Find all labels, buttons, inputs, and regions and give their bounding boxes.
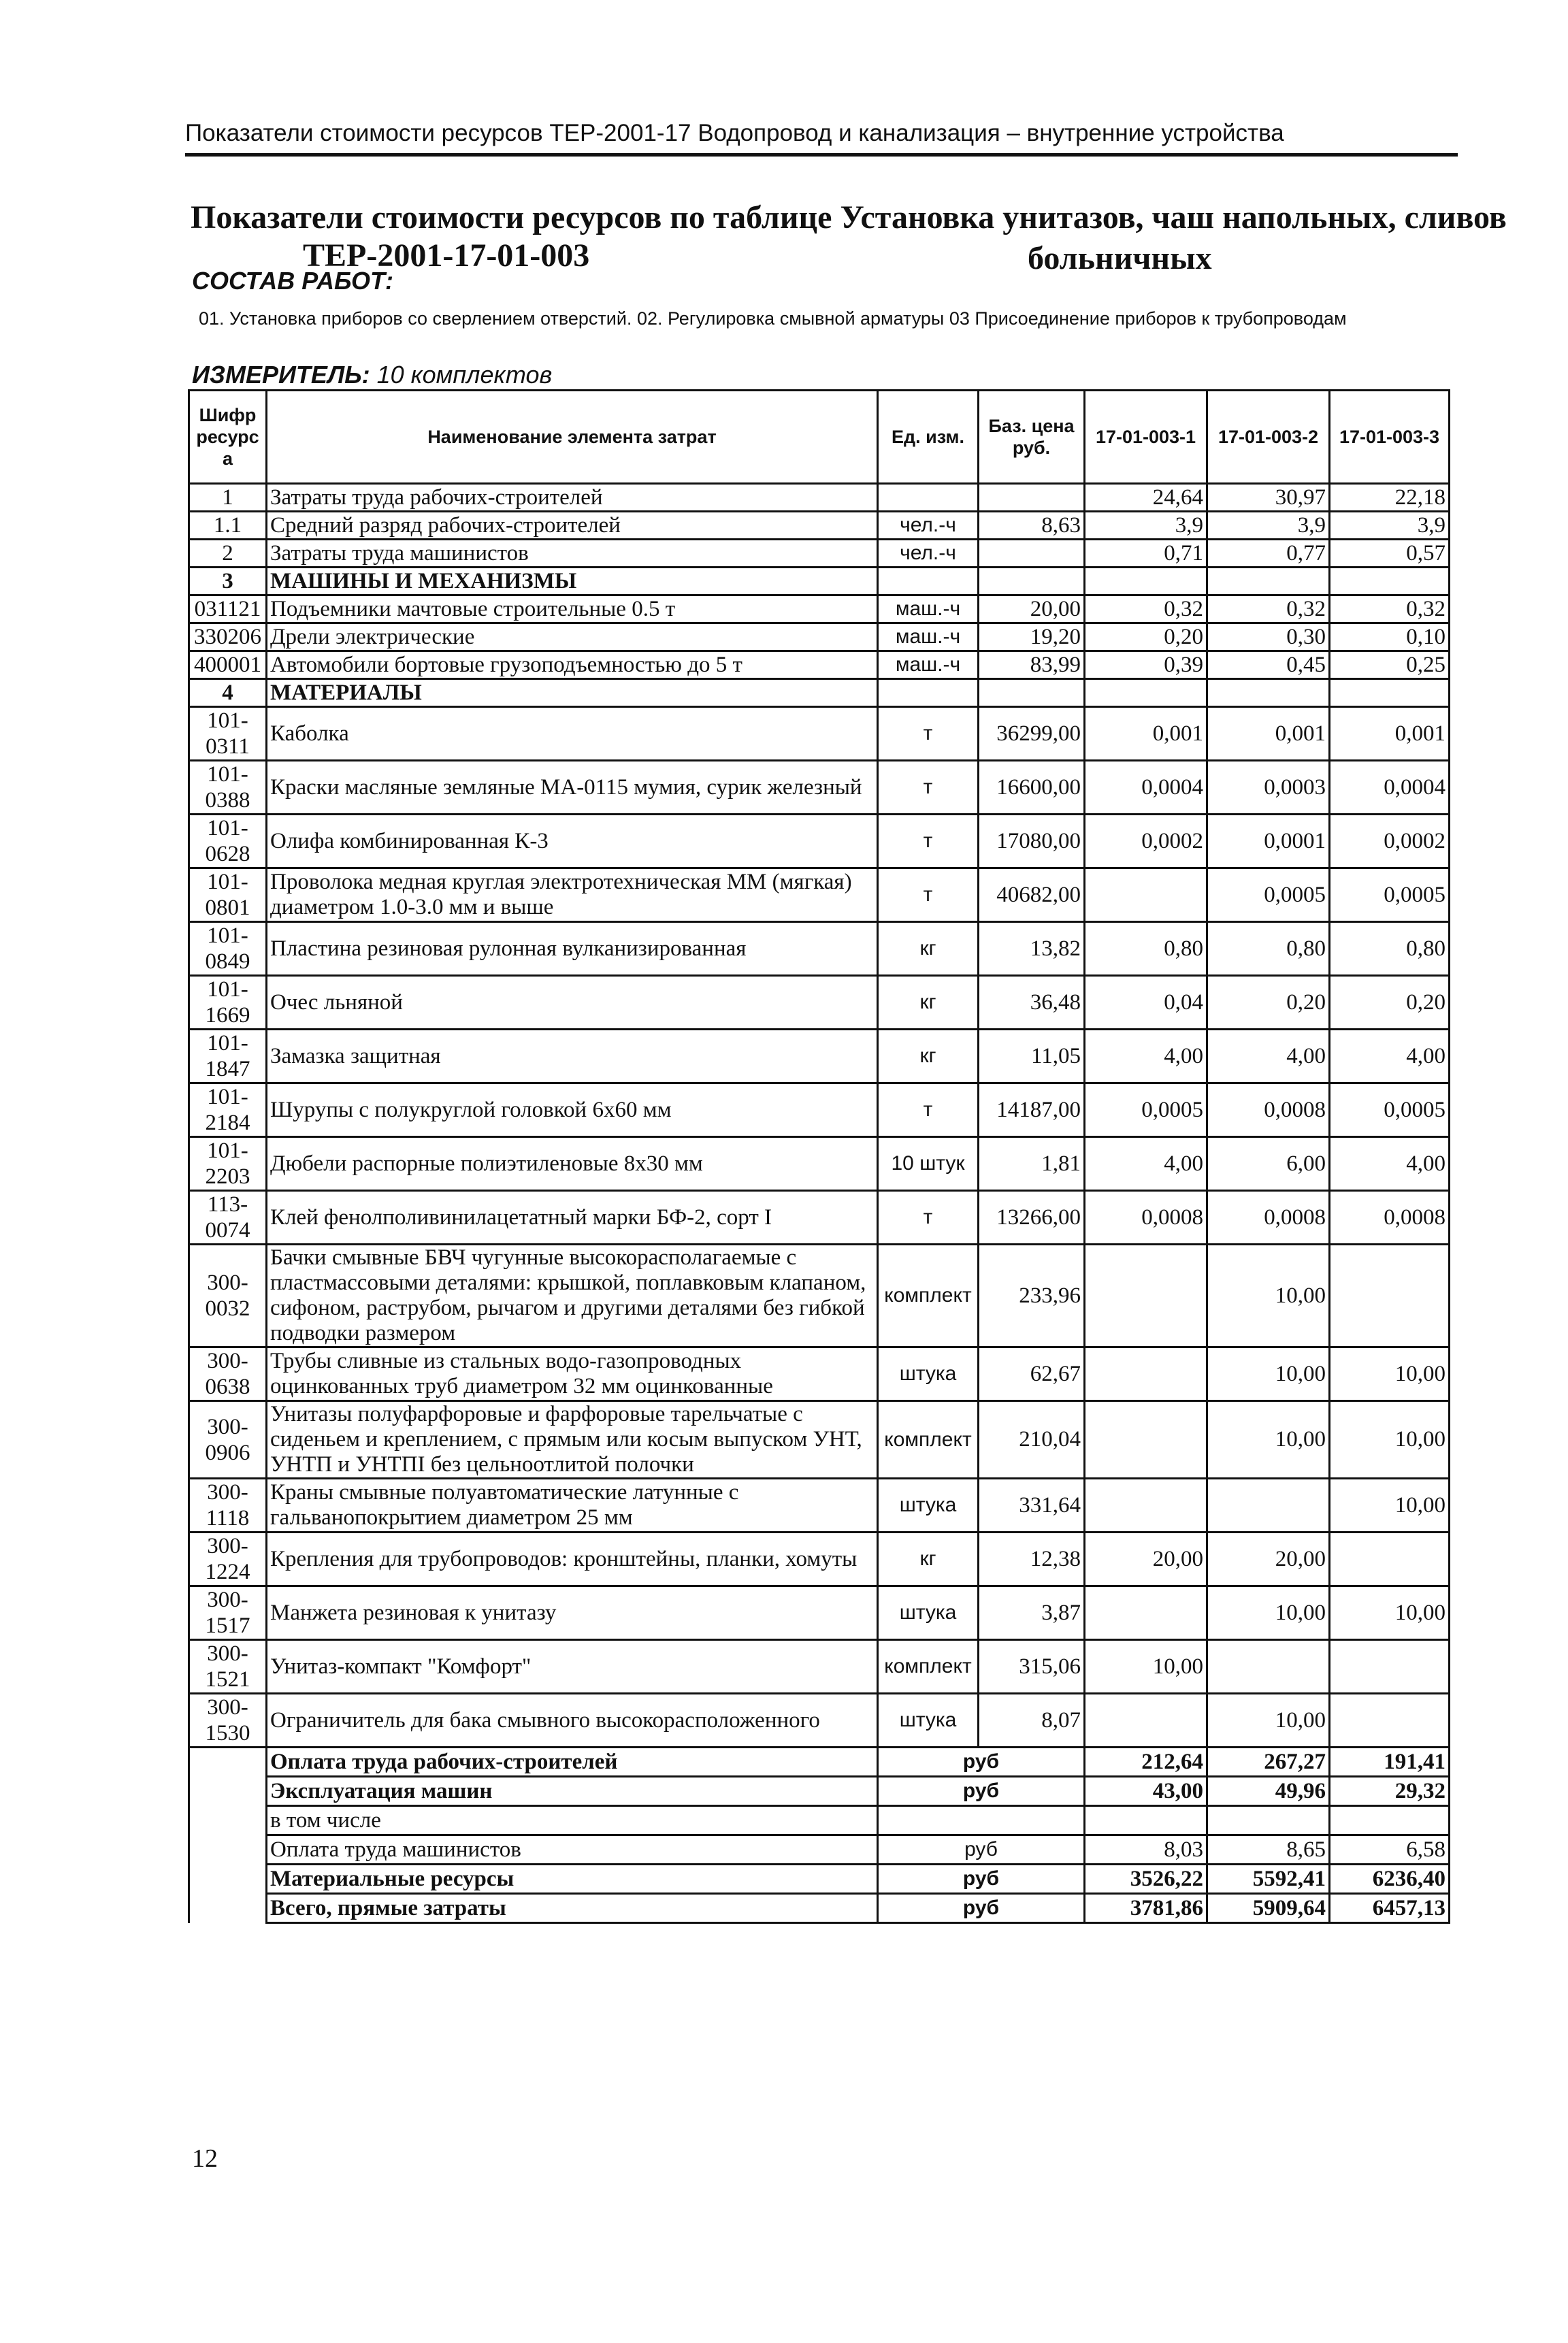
cell-unit: штука: [878, 1694, 979, 1748]
composition-text: 01. Установка приборов со сверлением отверстий. 02. Регулировка смывной арматуры 03 Присоединение приборов к трубопроводам: [199, 308, 1347, 329]
cell-base-price: 233,96: [979, 1245, 1085, 1347]
cell-col-1: 0,80: [1085, 922, 1207, 976]
table-row: [189, 1191, 1450, 1245]
cell-col-1: [1085, 1347, 1207, 1401]
page-number: 12: [192, 2144, 218, 2173]
cell-base-price: 40682,00: [979, 868, 1085, 922]
cell-col-2: 3,9: [1207, 512, 1330, 540]
total-unit: руб: [878, 1835, 1085, 1865]
total-name: Всего, прямые затраты: [267, 1894, 878, 1923]
cell-code: 300-1521: [189, 1640, 267, 1694]
cell-code: 101-2184: [189, 1083, 267, 1137]
table-row: [189, 1347, 1450, 1401]
total-col-2: [1207, 1806, 1330, 1835]
header-code: Шифр ресурс а: [189, 391, 267, 484]
cell-col-2: [1207, 679, 1330, 707]
cell-name: Краски масляные земляные МА-0115 мумия, сурик железный: [267, 761, 878, 815]
cell-unit: маш.-ч: [878, 623, 979, 651]
cell-col-2: 0,80: [1207, 922, 1330, 976]
table-row: [189, 976, 1450, 1030]
total-col-3: 191,41: [1330, 1748, 1450, 1777]
cell-col-3: [1330, 1694, 1450, 1748]
cell-col-2: 4,00: [1207, 1030, 1330, 1083]
cell-unit: чел.-ч: [878, 540, 979, 568]
header-col-2: 17-01-003-2: [1207, 391, 1330, 484]
cell-col-3: 3,9: [1330, 512, 1450, 540]
cell-col-1: 10,00: [1085, 1640, 1207, 1694]
cell-col-1: 0,04: [1085, 976, 1207, 1030]
table-row: [189, 1640, 1450, 1694]
cell-base-price: 1,81: [979, 1137, 1085, 1191]
cell-unit: [878, 679, 979, 707]
total-name: Материальные ресурсы: [267, 1865, 878, 1894]
total-row: [189, 1835, 1450, 1865]
cell-col-1: [1085, 1586, 1207, 1640]
cell-col-1: [1085, 1245, 1207, 1347]
cell-name: Дрели электрические: [267, 623, 878, 651]
cell-code: 2: [189, 540, 267, 568]
total-col-3: [1330, 1806, 1450, 1835]
cell-col-3: [1330, 1245, 1450, 1347]
total-name: в том числе: [267, 1806, 878, 1835]
total-col-1: 212,64: [1085, 1748, 1207, 1777]
cell-unit: штука: [878, 1586, 979, 1640]
cell-name: Бачки смывные БВЧ чугунные высокорасполагаемые с пластмассовыми деталями: крышкой, поплавковым клапаном, сифоном, раструбом, рычагом и другими деталями без гибкой подводки размером: [267, 1245, 878, 1347]
cell-unit: кг: [878, 922, 979, 976]
cell-base-price: 62,67: [979, 1347, 1085, 1401]
table-row: [189, 922, 1450, 976]
total-spacer: [189, 1748, 267, 1777]
cell-col-2: 0,77: [1207, 540, 1330, 568]
cell-unit: кг: [878, 1533, 979, 1586]
total-col-3: 29,32: [1330, 1777, 1450, 1806]
total-name: Оплата труда рабочих-строителей: [267, 1748, 878, 1777]
header-col-1: 17-01-003-1: [1085, 391, 1207, 484]
document-title-code: ТЕР-2001-17-01-003: [303, 237, 590, 274]
total-row: [189, 1748, 1450, 1777]
table-body: [189, 484, 1450, 1748]
total-unit: [878, 1806, 1085, 1835]
cell-col-2: [1207, 1479, 1330, 1533]
cell-unit: [878, 568, 979, 595]
cell-unit: штука: [878, 1479, 979, 1533]
cell-col-2: 10,00: [1207, 1401, 1330, 1479]
cell-unit: штука: [878, 1347, 979, 1401]
document-title-line-3: больничных: [1028, 240, 1212, 276]
cell-col-2: 0,001: [1207, 707, 1330, 761]
cell-unit: т: [878, 761, 979, 815]
cell-col-2: 0,0001: [1207, 815, 1330, 868]
cell-name: Ограничитель для бака смывного высокорасположенного: [267, 1694, 878, 1748]
cell-code: 101-1847: [189, 1030, 267, 1083]
cell-col-3: 4,00: [1330, 1030, 1450, 1083]
cell-col-2: 0,0005: [1207, 868, 1330, 922]
cell-col-1: 0,39: [1085, 651, 1207, 679]
cell-code: 101-0628: [189, 815, 267, 868]
cell-base-price: 19,20: [979, 623, 1085, 651]
total-col-2: 49,96: [1207, 1777, 1330, 1806]
total-name: Оплата труда машинистов: [267, 1835, 878, 1865]
cell-unit: 10 штук: [878, 1137, 979, 1191]
cell-base-price: [979, 679, 1085, 707]
cell-col-1: 0,0004: [1085, 761, 1207, 815]
header-name: Наименование элемента затрат: [267, 391, 878, 484]
header-col-3: 17-01-003-3: [1330, 391, 1450, 484]
cell-base-price: 8,63: [979, 512, 1085, 540]
cell-code: 101-2203: [189, 1137, 267, 1191]
cell-col-1: 4,00: [1085, 1137, 1207, 1191]
cell-base-price: 16600,00: [979, 761, 1085, 815]
total-spacer: [189, 1894, 267, 1923]
cell-base-price: 36299,00: [979, 707, 1085, 761]
total-col-2: 5592,41: [1207, 1865, 1330, 1894]
cell-col-3: [1330, 568, 1450, 595]
cell-col-3: 0,80: [1330, 922, 1450, 976]
cell-col-1: 24,64: [1085, 484, 1207, 512]
cell-base-price: 331,64: [979, 1479, 1085, 1533]
total-row: [189, 1865, 1450, 1894]
cell-name: Краны смывные полуавтоматические латунные с гальванопокрытием диаметром 25 мм: [267, 1479, 878, 1533]
cell-col-1: 0,0008: [1085, 1191, 1207, 1245]
cell-code: 400001: [189, 651, 267, 679]
cell-col-2: 10,00: [1207, 1347, 1330, 1401]
cell-base-price: 3,87: [979, 1586, 1085, 1640]
cell-col-3: 10,00: [1330, 1479, 1450, 1533]
cell-unit: маш.-ч: [878, 651, 979, 679]
total-spacer: [189, 1777, 267, 1806]
cell-code: 300-0906: [189, 1401, 267, 1479]
total-row: [189, 1777, 1450, 1806]
running-header: Показатели стоимости ресурсов ТЕР-2001-17 Водопровод и канализация – внутренние устройства: [185, 120, 1284, 146]
cell-base-price: 13266,00: [979, 1191, 1085, 1245]
header-unit: Ед. изм.: [878, 391, 979, 484]
cell-code: 300-0638: [189, 1347, 267, 1401]
cell-base-price: 12,38: [979, 1533, 1085, 1586]
total-spacer: [189, 1835, 267, 1865]
table-row: [189, 1083, 1450, 1137]
cell-unit: комплект: [878, 1245, 979, 1347]
cell-col-2: 0,20: [1207, 976, 1330, 1030]
cell-col-1: [1085, 679, 1207, 707]
cell-col-2: 10,00: [1207, 1694, 1330, 1748]
cell-base-price: 17080,00: [979, 815, 1085, 868]
header-divider: [185, 153, 1458, 157]
cell-unit: т: [878, 1191, 979, 1245]
cell-code: 101-0801: [189, 868, 267, 922]
total-col-3: 6236,40: [1330, 1865, 1450, 1894]
table-row: [189, 623, 1450, 651]
cell-code: 113-0074: [189, 1191, 267, 1245]
table-row: [189, 1694, 1450, 1748]
cell-base-price: 315,06: [979, 1640, 1085, 1694]
table-row: [189, 1533, 1450, 1586]
cell-col-2: [1207, 1640, 1330, 1694]
cell-name: Каболка: [267, 707, 878, 761]
cell-col-3: 0,001: [1330, 707, 1450, 761]
cell-name: Дюбели распорные полиэтиленовые 8х30 мм: [267, 1137, 878, 1191]
cell-col-3: 0,0008: [1330, 1191, 1450, 1245]
cell-code: 101-0849: [189, 922, 267, 976]
total-col-1: 3526,22: [1085, 1865, 1207, 1894]
cell-name: МАТЕРИАЛЫ: [267, 679, 878, 707]
cell-code: 101-0311: [189, 707, 267, 761]
cell-col-3: 0,0002: [1330, 815, 1450, 868]
cell-col-3: 0,20: [1330, 976, 1450, 1030]
table-row: [189, 1479, 1450, 1533]
cell-col-1: 0,0005: [1085, 1083, 1207, 1137]
total-spacer: [189, 1865, 267, 1894]
table-row: [189, 540, 1450, 568]
cell-unit: чел.-ч: [878, 512, 979, 540]
cell-name: Пластина резиновая рулонная вулканизированная: [267, 922, 878, 976]
cell-code: 300-1224: [189, 1533, 267, 1586]
cell-code: 3: [189, 568, 267, 595]
header-base-price: Баз. цена руб.: [979, 391, 1085, 484]
cell-col-2: 0,0003: [1207, 761, 1330, 815]
cell-col-3: [1330, 1640, 1450, 1694]
total-unit: руб: [878, 1894, 1085, 1923]
cell-name: Очес льняной: [267, 976, 878, 1030]
table-row: [189, 651, 1450, 679]
cell-code: 300-1530: [189, 1694, 267, 1748]
cell-col-3: 10,00: [1330, 1586, 1450, 1640]
cell-col-1: [1085, 868, 1207, 922]
table-row: [189, 761, 1450, 815]
cell-unit: т: [878, 868, 979, 922]
cell-col-3: [1330, 1533, 1450, 1586]
total-row: [189, 1894, 1450, 1923]
cell-unit: т: [878, 1083, 979, 1137]
total-unit: руб: [878, 1865, 1085, 1894]
cell-col-1: [1085, 1694, 1207, 1748]
document-title-line-1: Показатели стоимости ресурсов по таблице Установка унитазов, чаш напольных, сливов: [191, 199, 1507, 235]
total-col-1: 43,00: [1085, 1777, 1207, 1806]
cell-base-price: 13,82: [979, 922, 1085, 976]
cell-base-price: 8,07: [979, 1694, 1085, 1748]
cell-name: Трубы сливные из стальных водо-газопроводных оцинкованных труб диаметром 32 мм оцинкованные: [267, 1347, 878, 1401]
measure-label: ИЗМЕРИТЕЛЬ:: [192, 361, 370, 389]
total-unit: руб: [878, 1777, 1085, 1806]
cell-col-1: 0,20: [1085, 623, 1207, 651]
cell-col-3: 22,18: [1330, 484, 1450, 512]
table-row: [189, 868, 1450, 922]
cell-unit: т: [878, 815, 979, 868]
total-col-2: 5909,64: [1207, 1894, 1330, 1923]
cell-name: Средний разряд рабочих-строителей: [267, 512, 878, 540]
cell-name: МАШИНЫ И МЕХАНИЗМЫ: [267, 568, 878, 595]
cell-col-1: 0,32: [1085, 595, 1207, 623]
cell-name: Клей фенолполивинилацетатный марки БФ-2, сорт I: [267, 1191, 878, 1245]
table-row: [189, 1245, 1450, 1347]
total-name: Эксплуатация машин: [267, 1777, 878, 1806]
cell-name: Унитазы полуфарфоровые и фарфоровые тарельчатые с сиденьем и креплением, с прямым или косым выпуском УНТ, УНТП и УНТПI без цельноотлитой полочки: [267, 1401, 878, 1479]
cell-col-3: 4,00: [1330, 1137, 1450, 1191]
table-row: [189, 484, 1450, 512]
cell-code: 101-0388: [189, 761, 267, 815]
cell-code: 031121: [189, 595, 267, 623]
total-unit: руб: [878, 1748, 1085, 1777]
cell-name: Манжета резиновая к унитазу: [267, 1586, 878, 1640]
cell-name: Крепления для трубопроводов: кронштейны, планки, хомуты: [267, 1533, 878, 1586]
cell-name: Шурупы с полукруглой головкой 6х60 мм: [267, 1083, 878, 1137]
cell-base-price: 14187,00: [979, 1083, 1085, 1137]
cell-col-1: [1085, 1401, 1207, 1479]
table-row: [189, 512, 1450, 540]
cell-col-2: 30,97: [1207, 484, 1330, 512]
cell-col-2: 0,32: [1207, 595, 1330, 623]
cell-col-1: 20,00: [1085, 1533, 1207, 1586]
cell-base-price: 36,48: [979, 976, 1085, 1030]
cell-unit: маш.-ч: [878, 595, 979, 623]
cell-unit: кг: [878, 1030, 979, 1083]
cell-col-1: 0,71: [1085, 540, 1207, 568]
cell-col-3: 10,00: [1330, 1401, 1450, 1479]
cell-base-price: 11,05: [979, 1030, 1085, 1083]
table-row: [189, 1586, 1450, 1640]
total-col-1: 8,03: [1085, 1835, 1207, 1865]
cell-col-2: 10,00: [1207, 1245, 1330, 1347]
total-spacer: [189, 1806, 267, 1835]
total-row: [189, 1806, 1450, 1835]
cell-col-3: 0,10: [1330, 623, 1450, 651]
cell-code: 101-1669: [189, 976, 267, 1030]
table-row: [189, 1401, 1450, 1479]
cell-base-price: [979, 540, 1085, 568]
total-col-1: 3781,86: [1085, 1894, 1207, 1923]
cell-code: 300-0032: [189, 1245, 267, 1347]
cell-code: 300-1118: [189, 1479, 267, 1533]
cell-code: 330206: [189, 623, 267, 651]
cell-col-3: 0,0004: [1330, 761, 1450, 815]
cell-code: 300-1517: [189, 1586, 267, 1640]
composition-label: СОСТАВ РАБОТ:: [192, 267, 393, 295]
cell-name: Затраты труда рабочих-строителей: [267, 484, 878, 512]
cell-col-3: 0,32: [1330, 595, 1450, 623]
cell-col-2: 0,0008: [1207, 1083, 1330, 1137]
cell-col-2: 20,00: [1207, 1533, 1330, 1586]
cell-name: Замазка защитная: [267, 1030, 878, 1083]
cell-col-3: [1330, 679, 1450, 707]
total-col-3: 6457,13: [1330, 1894, 1450, 1923]
cell-col-2: 0,30: [1207, 623, 1330, 651]
cell-base-price: 83,99: [979, 651, 1085, 679]
cell-name: Подъемники мачтовые строительные 0.5 т: [267, 595, 878, 623]
cell-code: 4: [189, 679, 267, 707]
table-row: [189, 568, 1450, 595]
cell-base-price: [979, 568, 1085, 595]
total-col-3: 6,58: [1330, 1835, 1450, 1865]
cell-base-price: [979, 484, 1085, 512]
table-row: [189, 707, 1450, 761]
total-col-1: [1085, 1806, 1207, 1835]
totals-body: [189, 1748, 1450, 1923]
cell-unit: т: [878, 707, 979, 761]
cell-name: Затраты труда машинистов: [267, 540, 878, 568]
cell-col-2: 0,0008: [1207, 1191, 1330, 1245]
cell-unit: [878, 484, 979, 512]
cell-name: Проволока медная круглая электротехническая ММ (мягкая) диаметром 1.0-3.0 мм и выше: [267, 868, 878, 922]
cell-col-1: 0,0002: [1085, 815, 1207, 868]
cell-col-2: 0,45: [1207, 651, 1330, 679]
cell-col-1: [1085, 1479, 1207, 1533]
table-row: [189, 1137, 1450, 1191]
cell-base-price: 20,00: [979, 595, 1085, 623]
cell-col-1: 0,001: [1085, 707, 1207, 761]
cell-name: Автомобили бортовые грузоподъемностью до 5 т: [267, 651, 878, 679]
total-col-2: 8,65: [1207, 1835, 1330, 1865]
cell-unit: комплект: [878, 1401, 979, 1479]
cell-code: 1.1: [189, 512, 267, 540]
cell-unit: комплект: [878, 1640, 979, 1694]
cell-col-1: [1085, 568, 1207, 595]
cell-base-price: 210,04: [979, 1401, 1085, 1479]
cell-col-3: 0,0005: [1330, 868, 1450, 922]
measure-value: 10 комплектов: [376, 361, 553, 389]
cell-col-3: 10,00: [1330, 1347, 1450, 1401]
cell-col-2: 6,00: [1207, 1137, 1330, 1191]
table-row: [189, 595, 1450, 623]
cell-code: 1: [189, 484, 267, 512]
cell-col-2: [1207, 568, 1330, 595]
table-header: [189, 391, 1450, 484]
resource-table: [188, 389, 1450, 1924]
cell-col-3: 0,57: [1330, 540, 1450, 568]
cell-name: Олифа комбинированная К-3: [267, 815, 878, 868]
total-col-2: 267,27: [1207, 1748, 1330, 1777]
cell-col-1: 4,00: [1085, 1030, 1207, 1083]
cell-col-2: 10,00: [1207, 1586, 1330, 1640]
cell-name: Унитаз-компакт "Комфорт": [267, 1640, 878, 1694]
table-row: [189, 1030, 1450, 1083]
measure-line: [192, 361, 552, 389]
table-row: [189, 815, 1450, 868]
cell-unit: кг: [878, 976, 979, 1030]
cell-col-3: 0,25: [1330, 651, 1450, 679]
cell-col-3: 0,0005: [1330, 1083, 1450, 1137]
table-row: [189, 679, 1450, 707]
cell-col-1: 3,9: [1085, 512, 1207, 540]
